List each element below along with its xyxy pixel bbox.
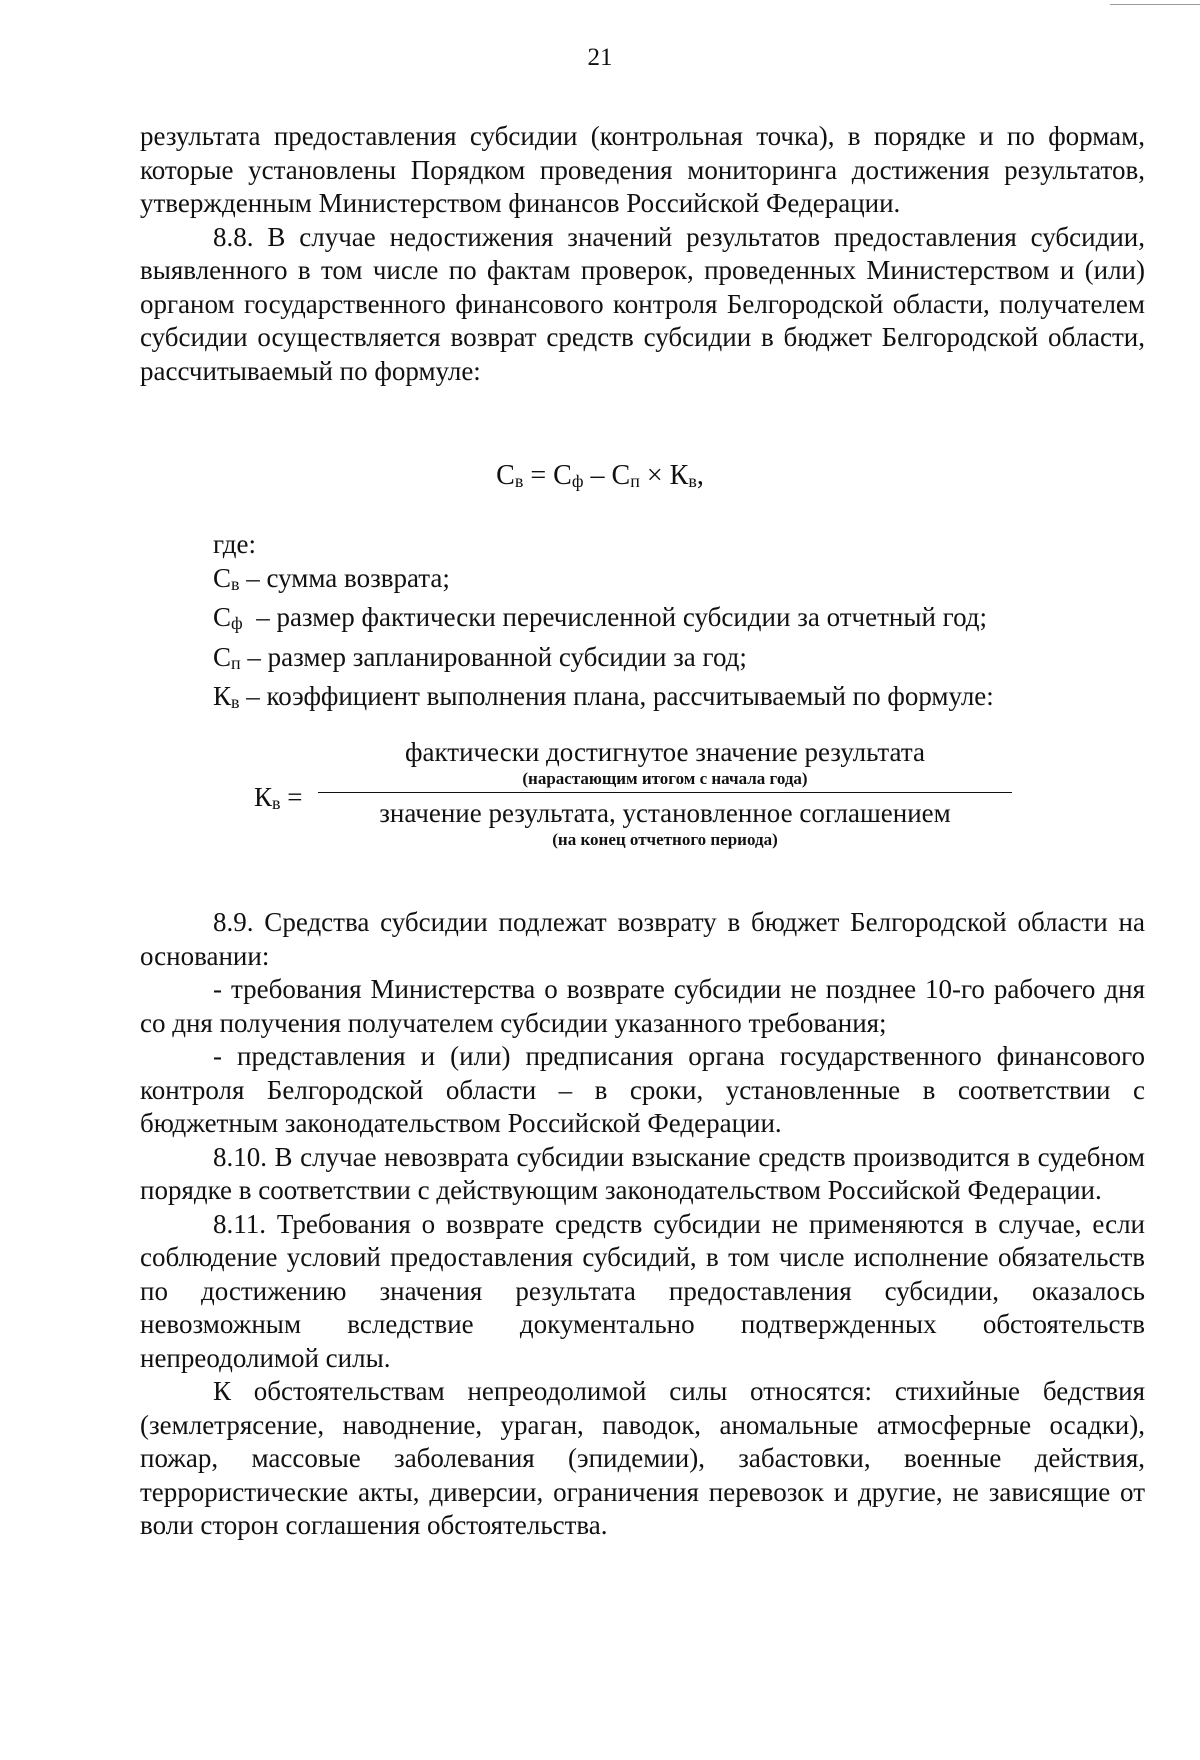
definition-k-v [213,680,1143,720]
formula-sym-c-f: С [553,460,572,491]
lhs-sym: К [254,782,273,812]
return-amount-formula [0,460,1200,492]
lhs-eq: = [280,782,303,812]
text-block-top [140,120,1145,388]
def-text: – размер фактически перечисленной субсидии за отчетный год; [242,602,988,632]
definitions-where: где: [213,529,256,559]
definition-c-v [213,562,1143,602]
formula-eq: = [523,460,554,491]
text-block-bottom [140,906,1145,1543]
fraction-denominator-note: (на конец отчетного периода) [552,830,778,849]
paragraph-8-9: 8.9. Средства субсидии подлежат возврату в бюджет Белгородской области на основании: [140,907,1145,971]
def-sub: ф [231,613,243,633]
formula-sub-k-v: в [688,471,697,491]
paragraph-requirement: - требования Министерства о возврате субсидии не позднее 10-го рабочего дня со дня получения получателем субсидии указанного требования; [140,974,1145,1038]
lhs-sub: в [272,793,281,813]
formula-sym-c-p: С [611,460,631,491]
page-number: 21 [587,44,613,71]
fraction-bar [318,792,1012,793]
formula-sym-k-v: К [669,460,689,491]
paragraph-8-10: 8.10. В случае невозврата субсидии взыскание средств производится в судебном порядке в соответствии с действующим законодательством Российской Федерации. [140,1141,1145,1205]
def-sym: К [213,681,232,711]
def-sub: п [231,652,241,673]
scan-edge-line [1110,4,1200,5]
def-sym: С [213,562,232,593]
def-sym: С [213,602,232,632]
formula-sub-p: п [630,471,640,491]
formula-sym-c-v: С [496,460,515,491]
def-sub: в [231,692,240,712]
paragraph-continuation: результата предоставления субсидии (контрольная точка), в порядке и по формам, которые установлены Порядком проведения мониторинга достижения результатов, утвержденным Министерством финансов Российской Федерации. [140,121,1145,218]
fraction-denominator: значение результата, установленное соглашением [379,798,951,828]
fraction-numerator-note: (нарастающим итогом с начала года) [522,769,808,788]
def-sub: в [231,573,240,594]
formula-sub-f: ф [571,471,584,491]
def-text: – сумма возврата; [239,562,450,593]
formula-tail: , [696,460,704,491]
definition-c-f [213,601,1143,641]
paragraph-8-11: 8.11. Требования о возврате средств субсидии не применяются в случае, если соблюдение условий предоставления субсидий, в том числе исполнение обязательств по достижению значения результата предоставления субсидии, оказалось невозможным вследствие документально подтвержденных обстоятельств непреодолимой силы. [140,1208,1145,1373]
paragraph-force-majeure: К обстоятельствам непреодолимой силы относятся: стихийные бедствия (землетрясение, наводнение, ураган, паводок, аномальные атмосферные осадки), пожар, массовые заболевания (эпидемии), забастовки, военные действия, террористические акты, диверсии, ограничения перевозок и другие, не зависящие от воли сторон соглашения обстоятельства. [140,1376,1145,1540]
def-sym: С [213,641,232,672]
formula-minus: – [583,460,612,491]
definition-c-p [213,641,1143,681]
fraction-numerator: фактически достигнутое значение результата [405,737,925,767]
paragraph-8-8: 8.8. В случае недостижения значений результатов предоставления субсидии, выявленного в том числе по фактам проверок, проведенных Министерством и (или) органом государственного финансового контроля Белгородской области, получателем субсидии осуществляется возврат средств субсидии в бюджет Белгородской области, рассчитываемый по формуле: [140,221,1145,386]
def-text: – коэффициент выполнения плана, рассчитываемый по формуле: [239,681,994,711]
formula-definitions [213,528,1143,720]
def-text: – размер запланированной субсидии за год; [240,641,747,672]
coefficient-formula-fraction [318,736,1012,851]
formula-times: × [639,460,670,491]
formula-sub-v: в [514,471,524,491]
paragraph-submission: - представления и (или) предписания органа государственного финансового контроля Белгородской области – в сроки, установленные в соответствии с бюджетным законодательством Российской Федерации. [140,1041,1145,1138]
coefficient-formula-lhs [254,782,303,814]
